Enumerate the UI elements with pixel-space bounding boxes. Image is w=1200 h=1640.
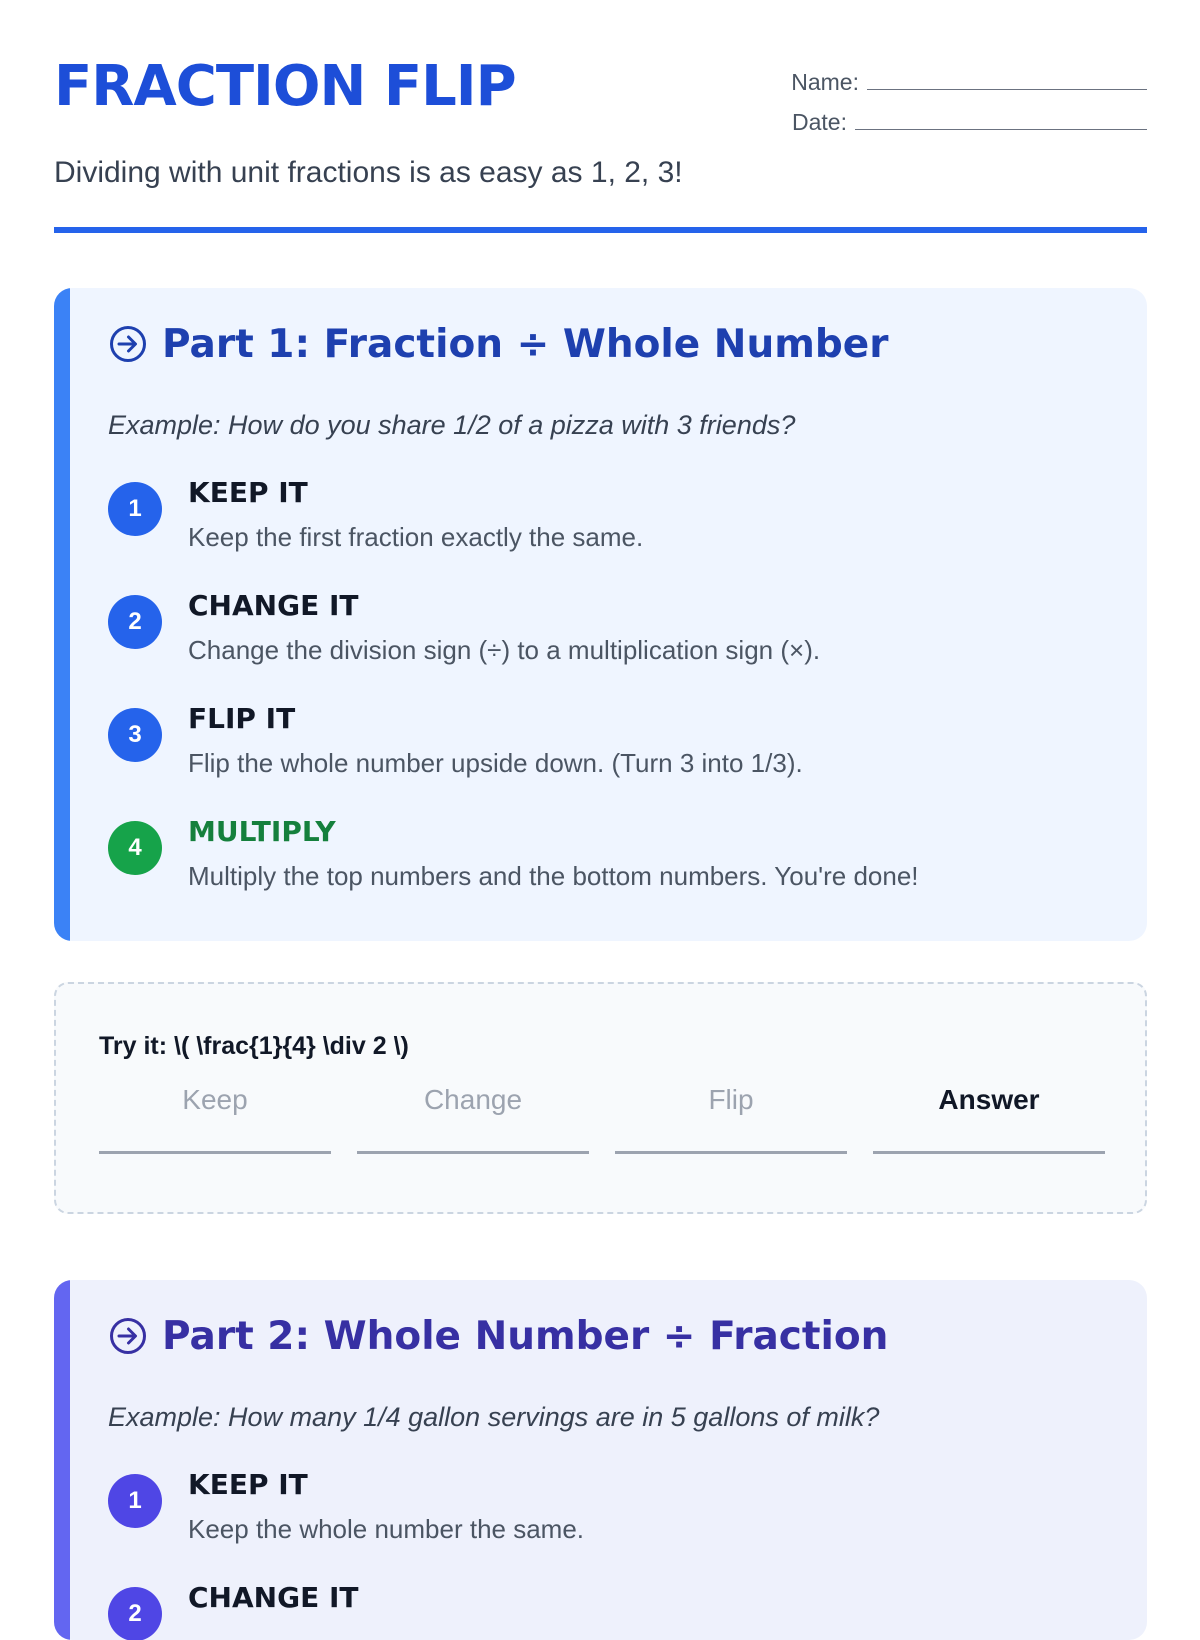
- final-answer-field[interactable]: Answer: [873, 1084, 1105, 1154]
- step-number-badge: 2: [108, 595, 162, 649]
- part1-accent-bar: [54, 288, 70, 941]
- part1-title-text: Part 1: Fraction ÷ Whole Number: [162, 321, 889, 367]
- step-title: MULTIPLY: [188, 815, 336, 848]
- keep-answer-field[interactable]: Keep: [99, 1084, 331, 1154]
- date-label: Date:: [792, 109, 847, 135]
- part2-step-change: [108, 1579, 1108, 1640]
- try-it-label: Try it: \( \frac{1}{4} \div 2 \): [99, 1032, 409, 1060]
- try-it-box: [54, 982, 1147, 1214]
- header-divider: [54, 227, 1147, 233]
- step-description: Keep the first fraction exactly the same.: [188, 522, 644, 552]
- name-date-block: [777, 56, 1147, 136]
- part1-title: [108, 321, 889, 367]
- circle-arrow-right-icon: [108, 1316, 148, 1356]
- part1-card: [54, 288, 1147, 941]
- page-title: FRACTION FLIP: [54, 54, 516, 119]
- part2-card: [54, 1280, 1147, 1640]
- page-subtitle: Dividing with unit fractions is as easy as 1, 2, 3!: [54, 156, 683, 189]
- step-title: CHANGE IT: [188, 1581, 359, 1614]
- step-number-badge: 3: [108, 708, 162, 762]
- part1-step-flip: [108, 700, 1108, 796]
- step-description: Keep the whole number the same.: [188, 1514, 585, 1544]
- flip-answer-field[interactable]: Flip: [615, 1084, 847, 1154]
- part2-title: [108, 1313, 889, 1359]
- part1-example: Example: How do you share 1/2 of a pizza with 3 friends?: [108, 410, 796, 440]
- part2-accent-bar: [54, 1280, 70, 1640]
- step-title: CHANGE IT: [188, 589, 359, 622]
- part1-step-keep: [108, 474, 1108, 570]
- step-description: Change the division sign (÷) to a multiplication sign (×).: [188, 635, 821, 665]
- part2-step-keep: [108, 1466, 1108, 1562]
- step-title: KEEP IT: [188, 476, 308, 509]
- step-number-badge: 4: [108, 821, 162, 875]
- step-title: KEEP IT: [188, 1468, 308, 1501]
- step-number-badge: 1: [108, 1474, 162, 1528]
- step-description: Multiply the top numbers and the bottom numbers. You're done!: [188, 861, 919, 891]
- change-answer-field[interactable]: Change: [357, 1084, 589, 1154]
- step-title: FLIP IT: [188, 702, 296, 735]
- part2-title-text: Part 2: Whole Number ÷ Fraction: [162, 1313, 889, 1359]
- step-number-badge: 2: [108, 1587, 162, 1640]
- date-row: [777, 96, 1147, 136]
- part2-example: Example: How many 1/4 gallon servings are in 5 gallons of milk?: [108, 1402, 880, 1432]
- circle-arrow-right-icon: [108, 324, 148, 364]
- step-description: Flip the whole number upside down. (Turn 3 into 1/3).: [188, 748, 803, 778]
- part1-step-multiply: [108, 813, 1108, 909]
- date-line[interactable]: [855, 129, 1147, 130]
- name-line[interactable]: [867, 89, 1147, 90]
- name-label: Name:: [791, 69, 859, 95]
- part1-step-change: [108, 587, 1108, 683]
- name-row: [777, 56, 1147, 96]
- step-number-badge: 1: [108, 482, 162, 536]
